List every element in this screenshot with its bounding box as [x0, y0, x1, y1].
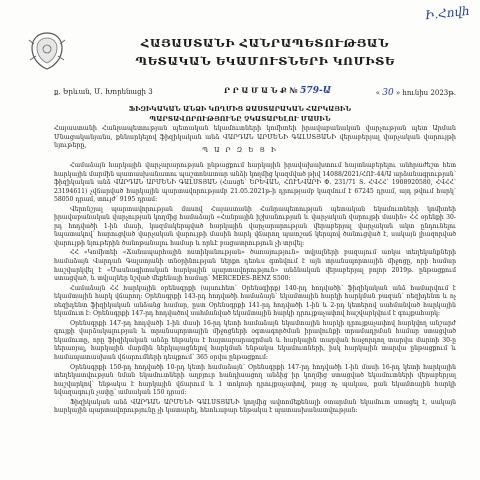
handwritten-signature: Ի.Հովհ [424, 3, 471, 23]
body-paragraph: ՀՀ «Կոմիտեի «Ճանապարհային ոստիկանության» ծառայություն» տվյալների բազայում առկա տեղեկանքների համաձայն Վարդան Գալստյանի տնօրինության ներքո դեռևս գտնվում է այն տրանսպորտային միջոցը, որի համար հաշվարկվել է «Մասնագիտական հարկային պարտավորություն» անձնական վերաբերյալ բոլոր 2019թ. ընթացքում ստացված, և տվյալներ նշված մեքենայի համար՝ MERCEDES-BENZ S500: [54, 249, 456, 283]
order-number: 579-Ա [300, 86, 332, 96]
date-suffix: » հունիս 2023թ. [395, 89, 456, 97]
body-paragraph: Օրենսգրքի 150-րդ հոդվածի 10-րդ կետի համաձայն՝ Օրենսգրքի 147-րդ հոդվածի 1-ին մասի 16-րդ կետի հարկային տեղեկատվության նման եկամուտների աղբյուր հանդիսացող անձից իր կողմից ստացված եկամուտների վերաբերյալ հաշվարկով՝ ենթակա է հարկային վճարում և 1 տոկոսի դրույքաչափով, բայց ոչ պակաս, քան եկամտային հարկի նվազագույն չափը՝ ամսական 150 դրամ: [54, 363, 456, 397]
title-line-1: ՖԻԶԻԿԱԿԱՆ ԱՆՁԻ ԿՈՂՄԻՑ ՁԱՍՏԱՐԱԿԱՆ ՀԱՐԿԱՅԻՆ [128, 105, 352, 113]
header-line-2: ՊԵՏԱԿԱՆ ԵԿԱՄՈՒՏՆԵՐԻ ԿՈՄԻՏԵ [135, 54, 395, 68]
order-city: ք. Երևան, Մ. Խորենացի 3 [54, 88, 153, 96]
title-line-2: ՊԱՐՏԱՎՈՐՈՒԹՅՈՒՆԸ ՉԿԱՏԱՐԵԼՈՒ ՄԱՍԻՆ [149, 115, 331, 123]
section-heading: Պ Ա Ր Զ Ե Ց Ի [202, 146, 278, 154]
document-header [60, 34, 470, 70]
document-title [54, 104, 426, 124]
date-day: 30 [382, 88, 394, 98]
body-paragraph: Ֆիզիկական անձ ՎԱՐԴԱՆ ԱՐՄԵՆԻ ԳԱԼՍՏՅԱՆԻ կողմից ավտոմեքենայի օտարման եկամուտ ստացել է, սակայն հարկային պարտավորությունը չի կատարել, հետևաբար ենթակա է պատասխանատվության: [54, 398, 456, 415]
order-label: Ր Ր Ա Մ Ա Ն Ք № [224, 86, 298, 95]
intro-paragraph: Հայաստանի Հանրապետության պետական եկամուտների կոմիտեի իրավաբանական վարչության պետ Արման Մնացականյանս, քննարկելով ֆիզիկական անձ ՎԱՐԴԱՆ ԱՐՄԵՆԻ ԳԱԼՍՏՅԱՆԻ վերաբերյալ վարչական վարույթի նյութերը, [54, 124, 456, 150]
body-paragraph: Օրենսգրքի 147-րդ հոդվածի 1-ին մասի 16-րդ կետի համաձայն եկամտային հարկի դրույքաչափով հարկվող անշարժ գույքի վարձակալության և տրանսպորտային միջոցների օգտագործման իրավունքի տրամադրման համար ստացված եկամուտը, որը ֆիզիկական անձը ենթակա է հայտարարագրման և հարկային տարվան հաջորդող տարվա մարտի 30-ը ներառյալ, հարկային մարմին ներկայացնելով հարկման ենթակա եկամուտների, իսկ հարկային տարվա ընթացքում և համապատասխան վճարումների դեպքում՝ 365 օրվա ընթացքում: [54, 319, 456, 362]
body-paragraph: Համաձայն հարկային վարչարարության ընթացքում հարկային իրավախախտում հայտնաբերելու անհրաժեշտ հետ հարկային մարմին պատասխանատու պաշտոնատար անձի կողմից կազմված թիվ 14088/2021/ՀՈՒ-44/Ա արձանագրության՝ ֆիզիկական անձ ՎԱՐԴԱՆ ԱՐՄԵՆԻ ԳԱԼՍՏՅԱՆ (Հասցե՝ ԵՐԵՎԱՆ, ՀՈՒՆՎԱՐԻ Փ. 231/71 Տ. ՀՎՀՀ՝ 1908920580, ՀՎՀՀ՝ 23194611) չվճարված հարկային պարտավորությամբ 21.05.2021թ-ի դրությամբ կազմում է 67245 դրամ, այդ թվում հարկ՝ 58050 դրամ, տույժ՝ 9195 դրամ: [54, 162, 456, 204]
header-line-1: ՀԱՅԱՍՏԱՆԻ ՀԱՆՐԱՊԵՏՈՒԹՅԱՆ [140, 36, 390, 50]
order-number-line [224, 86, 331, 96]
date-prefix: « [375, 89, 380, 97]
body-paragraph: Համաձայն ՀՀ հարկային օրենսգրքի (այսուհետ՝ Օրենսգիրք) 140-րդ հոդվածի՝ ֆիզիկական անձ համարվում է եկամտային հարկ վճարող: Օրենսգրքի 143-րդ հոդվածի համաձայն՝ եկամտային հարկի հարկման բազան՝ ռեզիդենտ և ոչ ռեզիդենտ ֆիզիկական անձանց համար, ըստ Օրենսգրքի 141-րդ հոդվածի 1-ին և 2-րդ կետերով սահմանված հարկային եկամուտ է: Օրենսգրքի 147-րդ հոդվածով սահմանված եկամտային հարկի դրույքաչափով հաշվարկվում է գույքահարկ: [54, 284, 456, 318]
document-body [54, 162, 456, 417]
order-date [376, 88, 456, 98]
body-paragraph: Վերոնշյալ պարտավորության մասով Հայաստանի Հանրապետության պետական եկամուտների կոմիտեի իրավաբանական վարչության կողմից համաձայն «Հանրային իշխանության և վարչական վարույթի մասին» ՀՀ օրենքի 30-րդ հոդվածի 1-ին մասի, կազմակերպված հարկային վարչարարության վերաբերյալ վարչական ակտ ընդունելու նպատակով՝ հարուցված վարչական վարույթի մասին հարկ վճարող պատշաճ կերպով ծանուցված է, սակայն լիազորված վարույթի նյութերին ծանոթանալու համար և որևէ բացատրություն չի տրվել: [54, 205, 456, 247]
